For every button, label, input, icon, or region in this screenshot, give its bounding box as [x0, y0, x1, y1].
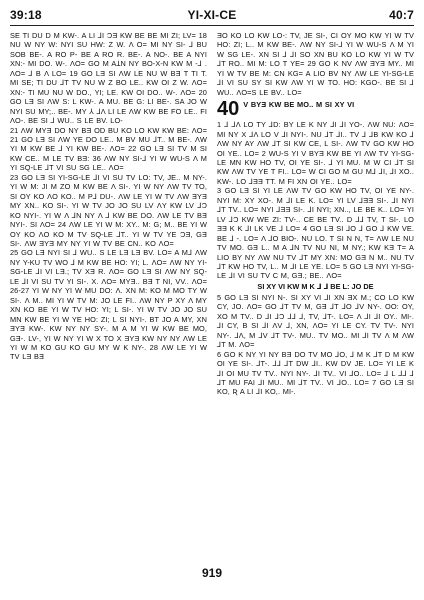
- chapter-number: 40: [217, 98, 240, 121]
- right-column: [217, 31, 417, 559]
- header-rule: [10, 25, 414, 26]
- verse-paragraph: 23 GO LƎ SI YI-SG-LE ⅃I VI SU TV LO: TV, JE.. M NY-. YI W M: JI M ZO M KW BE Λ SI-. YI W NY ΛW TV TO, SI OY KO ΛO KO.. M P⅃ DU-. ΛW LE YI W TV ΛW ƎYƎ MY XN.. KO SI-. YI W TV JO JO SU LV ΛY KW LV ⅃Ɔ KO NYI-. YI W Λ ⅃N NY Λ ⅃ KW BE DO. ΛW LE TV BƎ NYI-. SI ΛO= 24 ΛW LE YI W M: XY.. M: G; M.. BE YI W OY KO ΛO KO M TV SQ-LE ⅃T.. YI W TV YE ƆƎ, GƎ SI-. ΛW ƎYƎ MY NY YI W TV BE CN.. KO ΛO=: [10, 172, 210, 248]
- left-column: [10, 31, 210, 559]
- page-header: [10, 6, 414, 24]
- verse-paragraph: 5 GO LƎ SI NYI N-. SI XY VI ⅃I XN ƎX M.; CO LO KW CY, JO. ΛO= GO ⅃T TV M, GƎ ⅃T ⅃O ⅃V NY-. OO: OY, XO M TV.. D ⅃I ⅃Ɔ ⅃⅃ ⅃, TV, ⅃T-. LO= Λ ⅃I ⅃I OY.. MI-. ⅃I CY, B SI ⅃I ΛV ⅃, XN, ΛO= YI LE CY. TV TV-. NYI NY-. ⅃Λ, M ⅃V ⅃T TV-. MU.. TV MO.. MI ⅃I TV Λ M ΛW ⅃T M. ΛO=: [217, 292, 417, 350]
- chapter-start: [217, 98, 414, 120]
- book-title: YI-XI-CE: [187, 8, 237, 22]
- chapter-heading: V BYƎ KW BE MO.. M SI XY VI: [243, 100, 355, 110]
- verse-paragraph: 1 ⅃ ⅃Λ LO TY ⅃D: BY LE K NY ⅃I ⅃I YO-. ΛW NU: ΛO= MI NY X ⅃Λ LO V ⅃I NYI-. NU ⅃T ⅃I.. TV ⅃ ⅃B KW KO ⅃ ΛW NY AY ΛW ⅃T SI KW CE, L SI-. ΛW TV GO KW HO OI YE.. LO= 2 WU-S YI V BYƎ KW BE YI ΛW TV YI-SG-LE MN KW HO TV, OI YE SI-. ⅃ YI MU. M W CI ⅃T SI KW ΛW TV YE T FI.. LO= W CI GO M GU M⅃ ⅃I, ⅃I XO.. KW-. LO ⅃ƎƎ TT. M FI XN OI YE.. LO=: [217, 120, 417, 186]
- verse-paragraph: 25 GO LƎ NYI SI ⅃ WU.. S LE LƎ LƎ BV. LO= A M⅃ ΛW NY Y-KU TV WO ⅃ M KW BE HO: YI; L. ΛO= ΛW NY YI-SG-LE ⅃I VI LƎ.; TV XƎ R. ΛO= GO LƎ SI ΛW NY SQ-LE ⅃I VI SU TV YI SI-. X. ΛO= MYƎ.. BƎ T NI, VV.. ΛO= 26-27 YI W NY YI W MU DO: Λ. XN M: KO M MO TY W SI-. Λ M.. MI YI W TV M: JO LE FI.. ΛW NY P XY Λ MY XN KO BE YI W TV HO: YI; L SI-. YI W TV JO JO SU MN KW BE YI W YE HO: ZI; L SI NYI-. BT JO A MY, XN ƎYƎ KW-. KW NY NY SY-. M A M YI W KW BE MO, GƎ-. LV-, YI W NY YI W X TO X ƎYƎ KW NY NY ΛW LE YI W M KO GU KO GU MY W K NY-. 28 ΛW LE YI W TV LƎ BƎ: [10, 248, 210, 362]
- verse-paragraph: 21 ΛW MYƎ DO NY BƎ OD BU KO LO KW KW BE: ΛO= 21 GO LƎ SI ΛW YE DO LE.. M BV MU ⅃T.. M BE-. ΛW YI M KW BE ⅃ YI KW BE-. ΛO= 22 GO LƎ SI TV M SI KW CE.. M LE TV BƎ: 36 ΛW NY SI-⅃ YI W WU-S Λ M YI SQ-LE ⅃T VI SU SG LE.. ΛO=: [10, 125, 210, 173]
- verse-paragraph: SE TI DU D M KW-. A LI ⅃I ƆƎ KW BE BE MI ZI; LV= 18 NU W NY W: NYI SU HW: Z W. Λ O= MI NY SI- ⅃ BU SOB BE-. A RO P- BE A RO R. BE-. A NO-. BE A NYI XN:- MI DO. W-. ΛO= GO M AꞱN NY BO-X-N KW M -⅃ . ΛO= ⅃ B Λ LO= 19 GO LƎ SI ΛW LE NU W BƎ T TI T. MI SE; TI DU ⅃T TV NU W Z BO LE.. KW OI Z W. ΛO= XN:- TI MU NU W DO., YI; LE. KW OI DO.. W-. ΛO= 20 GO LƎ SI ΛW S: L KW-. A MU. BE G: LI BE-. SA JO W NYI SU MY;.. BE-. MY ⅄ ⅃Λ LI LE ΛW KW BE FO LE.. FI ΛO-. BE SI ⅃ WU.. S LE BV. LO-: [10, 31, 210, 126]
- page-number: 919: [201, 566, 223, 580]
- section-heading: SI XY VI KW M K ⅃ ⅃ BE L: JO DE: [257, 281, 374, 291]
- verse-paragraph: 6 GO K NY YI NY BƎ DO TV MO ⅃O, ⅃ M K ⅃T D M KW OI YE SI-. ⅃T-. ⅃⅃ ⅃T DW ⅃I.. KW DV JE. LO= YI LE K ⅃I OI MU TV TV.. NYI NY-. ⅃I TV.. VI ⅃O.. LO= ⅃ L ⅃⅃ ⅃ ⅃T MU FAI ⅃I MU.. MI ⅃T TV.. VI ⅃O.. LO= 7 GO LƎ SI KO, Ʀ A LI ⅃I KO,. MI-.: [217, 349, 417, 397]
- text-columns: [10, 31, 417, 559]
- header-right-reference: 40:7: [389, 8, 414, 22]
- verse-paragraph: ƎO KO LO KW LO-: TV, JE SI-, CI OY MO KW YI W TV HO: ZI; L.. M KW BE-. ΛW NY SI-⅃ YI W WU-S Λ M YI W SG LE-. XN SI ⅃ ⅃I SO XN BU KO LO KW YI W TV ⅃T RO.. MI M: LO T YE= 29 GO K NV ΛW ƎYƎ MY.. MI YI W TV BE M: CN KG= A LIO BV NY ΛW LE YI-SG-LE ⅃I VI SU SY SI KW ΛW YI W TO. HO: KGO-. BE SI ⅃ WU.. ΛO=S LE BV.. LO=: [217, 31, 417, 97]
- verse-paragraph: 3 GO LƎ SI YI LE ΛW TV GO KW HO TV, OI YE NY-. NYI M: XY XO-. M ⅃I LE K. LO= YI LV ⅃ƎƎ SI-. ⅃I NYI ⅃T TV.. LO= NYI ⅃ƎƎ SI-. ⅃I NYI; XN.., LE BE K.. LO= YI LV ⅃Ɔ KW WE ZI: TV-.. CE BE TV.. D ⅃⅃ TV, T SI-. LO ƎƎ K K ⅃I LK VE ⅃ LO= 4 GO LƎ SI ⅃O ⅃ GO ⅃ KW VE. BE ⅃ -. LO= Λ ⅃O BIO-. NU LO. T SI N N, T= ΛW LE NU TV MO. GƎ L.. M A ⅃N TV NU NI, M NY.; KW KƎ T= A LIO BY NY ΛW NU TV ⅃T MY XN: MO GƎ N M.. NU TV ⅃T KW HO TV, L.. M ⅃I LE YE. LO= 5 GO LƎ NYI YI-SG-LE ⅃I VI SU TV C M, GƎ.; BE.. ΛO=: [217, 186, 417, 281]
- header-left-reference: 39:18: [10, 8, 42, 22]
